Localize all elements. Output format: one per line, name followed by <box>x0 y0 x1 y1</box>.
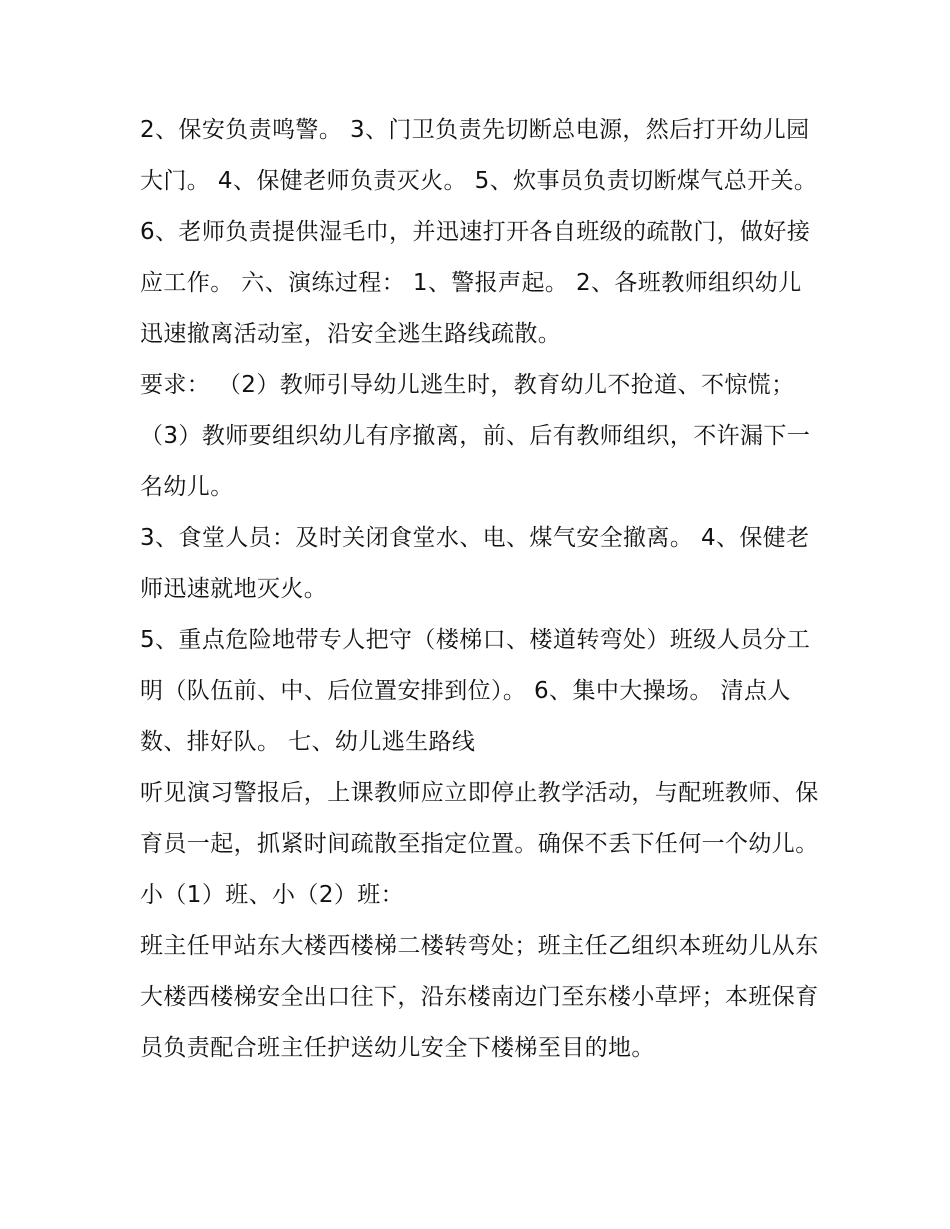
paragraph-staff-duties: 2、保安负责鸣警。 3、门卫负责先切断总电源，然后打开幼儿园大门。 4、保健老师负责灭火。 5、炊事员负责切断煤气总开关。 <box>140 117 818 194</box>
paragraph-requirements: 要求： （2）教师引导幼儿逃生时，教育幼儿不抢道、不惊慌； （3）教师要组织幼儿有序撤离，前、后有教师组织，不许漏下一名幼儿。 <box>140 372 811 500</box>
paragraph-teacher-duties-drill-process: 6、老师负责提供湿毛巾，并迅速打开各自班级的疏散门，做好接应工作。 六、演练过程： 1、警报声起。 2、各班教师组织幼儿迅速撤离活动室，沿安全逃生路线疏散。 <box>140 219 811 347</box>
paragraph-evacuation-route: 班主任甲站东大楼西楼梯二楼转弯处；班主任乙组织本班幼儿从东大楼西楼梯安全出口往下，沿东楼南边门至东楼小草坪；本班保育员负责配合班主任护送幼儿安全下楼梯至目的地。 <box>140 933 819 1061</box>
paragraph-danger-zones-assembly: 5、重点危险地带专人把守（楼梯口、楼道转弯处）班级人员分工明（队伍前、中、后位置安排到位）。 6、集中大操场。 清点人数、排好队。 七、幼儿逃生路线 <box>140 627 811 755</box>
paragraph-evacuation-alarm: 听见演习警报后，上课教师应立即停止教学活动，与配班教师、保育员一起，抓紧时间疏散至指定位置。确保不丢下任何一个幼儿。 小（1）班、小（2）班： <box>140 780 827 908</box>
paragraph-canteen-healthcare: 3、食堂人员：及时关闭食堂水、电、煤气安全撤离。 4、保健老师迅速就地灭火。 <box>140 525 810 602</box>
document-body <box>140 105 827 1074</box>
